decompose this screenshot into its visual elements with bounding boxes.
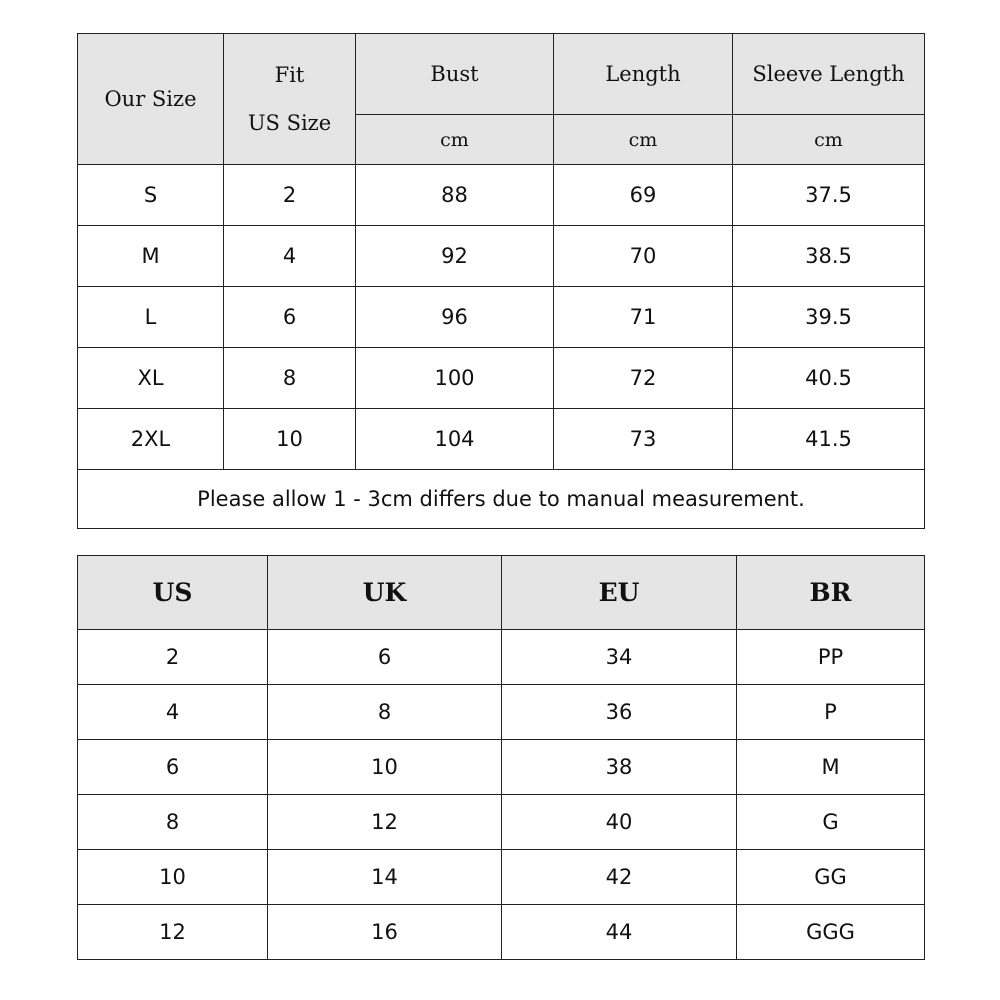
- header-uk: UK: [268, 556, 502, 630]
- cell-our-size: 2XL: [78, 409, 224, 470]
- cell-br: P: [737, 685, 925, 740]
- cell-us: 8: [78, 795, 268, 850]
- header-fit-line2: US Size: [247, 111, 332, 135]
- cell-br: PP: [737, 630, 925, 685]
- cell-sleeve-length: 40.5: [733, 348, 925, 409]
- cell-us-size: 2: [224, 165, 356, 226]
- cell-eu: 38: [502, 740, 737, 795]
- cell-us: 6: [78, 740, 268, 795]
- cell-br: M: [737, 740, 925, 795]
- header-eu: EU: [502, 556, 737, 630]
- header-our-size: Our Size: [78, 34, 224, 165]
- cell-us: 12: [78, 905, 268, 960]
- cell-our-size: L: [78, 287, 224, 348]
- table-row: [78, 905, 925, 960]
- cell-eu: 40: [502, 795, 737, 850]
- cell-uk: 8: [268, 685, 502, 740]
- table-row: [78, 630, 925, 685]
- cell-us-size: 6: [224, 287, 356, 348]
- table-row: [78, 348, 925, 409]
- size-conversion-table: [77, 555, 925, 960]
- table-row: [78, 165, 925, 226]
- cell-uk: 16: [268, 905, 502, 960]
- cell-uk: 10: [268, 740, 502, 795]
- cell-uk: 6: [268, 630, 502, 685]
- cell-br: GGG: [737, 905, 925, 960]
- cell-bust: 100: [356, 348, 554, 409]
- cell-uk: 12: [268, 795, 502, 850]
- cell-sleeve-length: 41.5: [733, 409, 925, 470]
- cell-bust: 88: [356, 165, 554, 226]
- header-us: US: [78, 556, 268, 630]
- cell-us: 10: [78, 850, 268, 905]
- cell-our-size: S: [78, 165, 224, 226]
- cell-eu: 36: [502, 685, 737, 740]
- cell-sleeve-length: 37.5: [733, 165, 925, 226]
- cell-sleeve-length: 38.5: [733, 226, 925, 287]
- cell-length: 70: [554, 226, 733, 287]
- cell-sleeve-length: 39.5: [733, 287, 925, 348]
- cell-our-size: M: [78, 226, 224, 287]
- table-row: [78, 226, 925, 287]
- header-length: Length: [554, 34, 733, 115]
- size-chart-table: [77, 33, 925, 529]
- cell-length: 69: [554, 165, 733, 226]
- table-row: [78, 409, 925, 470]
- table-row: [78, 287, 925, 348]
- header-fit-us-size: [224, 34, 356, 165]
- header-sleeve-length: Sleeve Length: [733, 34, 925, 115]
- cell-br: G: [737, 795, 925, 850]
- header-bust: Bust: [356, 34, 554, 115]
- cell-us: 2: [78, 630, 268, 685]
- table-row: [78, 685, 925, 740]
- measurement-note: Please allow 1 - 3cm differs due to manual measurement.: [78, 470, 925, 529]
- table-row: [78, 795, 925, 850]
- cell-eu: 44: [502, 905, 737, 960]
- header-bust-unit: cm: [356, 115, 554, 165]
- cell-length: 73: [554, 409, 733, 470]
- cell-us-size: 8: [224, 348, 356, 409]
- header-sleeve-unit: cm: [733, 115, 925, 165]
- cell-uk: 14: [268, 850, 502, 905]
- table-row: [78, 740, 925, 795]
- cell-length: 72: [554, 348, 733, 409]
- cell-bust: 104: [356, 409, 554, 470]
- cell-length: 71: [554, 287, 733, 348]
- header-fit-line1: Fit: [274, 63, 305, 87]
- table-row: [78, 850, 925, 905]
- cell-us-size: 10: [224, 409, 356, 470]
- cell-bust: 96: [356, 287, 554, 348]
- cell-eu: 34: [502, 630, 737, 685]
- cell-bust: 92: [356, 226, 554, 287]
- header-br: BR: [737, 556, 925, 630]
- cell-eu: 42: [502, 850, 737, 905]
- cell-us: 4: [78, 685, 268, 740]
- cell-our-size: XL: [78, 348, 224, 409]
- cell-br: GG: [737, 850, 925, 905]
- header-length-unit: cm: [554, 115, 733, 165]
- cell-us-size: 4: [224, 226, 356, 287]
